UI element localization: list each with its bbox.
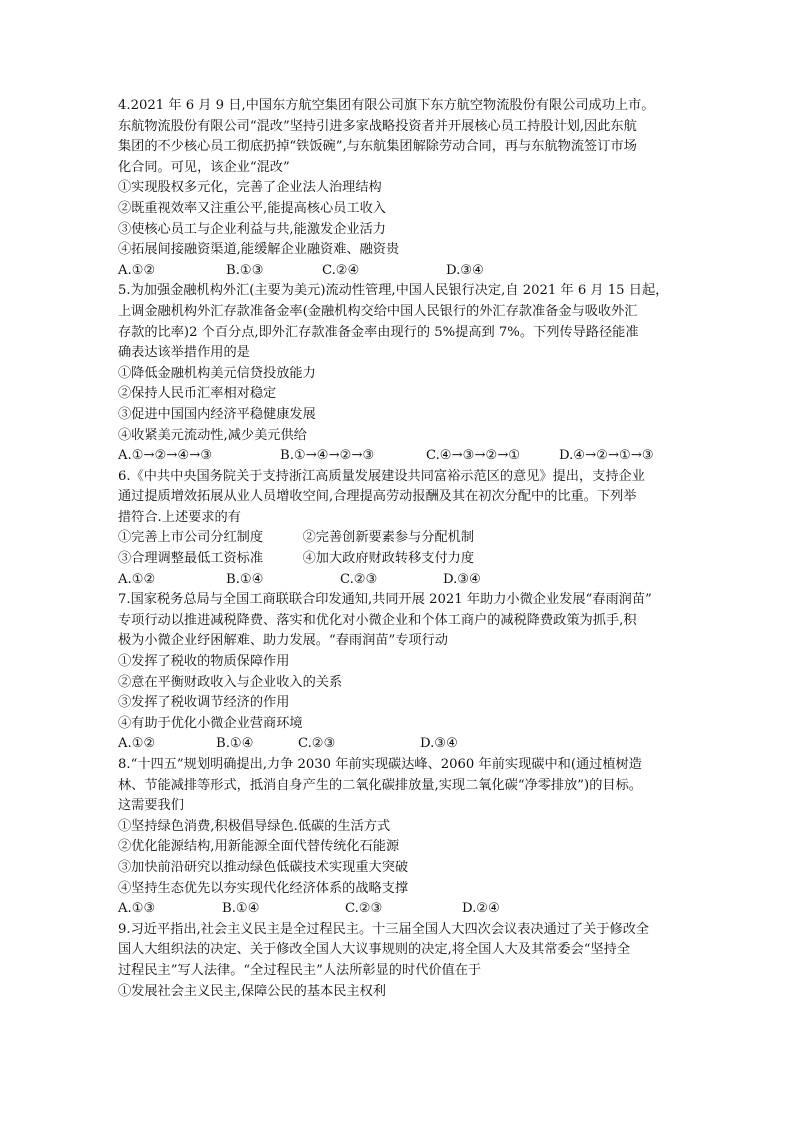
option-c[interactable]: C.④→③→②→①: [426, 448, 521, 464]
question-4-stem-line-4: 化合同。可见，该企业“混改”: [118, 159, 290, 175]
question-8-stem-line-2: 林、节能减排等形式，抵消自身产生的二氧化碳排放量,实现二氧化碳“净零排放”)的目标。: [118, 777, 642, 793]
question-5-stem-line-4: 确表达该举措作用的是: [118, 345, 250, 361]
question-7-statement-3: ③发挥了税收调节经济的作用: [118, 695, 290, 711]
option-b[interactable]: B.①③: [226, 262, 264, 278]
exam-page: [118, 96, 698, 1002]
question-7-stem-line-1: 7.国家税务总局与全国工商联联合印发通知,共同开展 2021 年助力小微企业发展“春雨润苗”: [118, 592, 652, 608]
question-8-stem-line-1: 8.“十四五”规划明确提出,力争 2030 年前实现碳达峰、2060 年前实现碳中和(通过植树造: [118, 757, 642, 772]
question-5-statement-2: ②保持人民币汇率相对稳定: [118, 386, 277, 402]
question-7-stem-line-3: 极为小微企业纾困解难、助力发展。“春雨润苗”专项行动: [118, 633, 448, 649]
option-b[interactable]: B.①④: [226, 571, 264, 587]
question-4: [118, 96, 698, 281]
question-5-stem-line-3: 存款的比率)2 个百分点,即外汇存款准备金率由现行的 5%提高到 7%。下列传导路径能准: [118, 324, 639, 340]
question-6: [118, 467, 698, 591]
option-b[interactable]: B.①→④→②→③: [280, 448, 375, 464]
option-a[interactable]: A.①→②→④→③: [118, 448, 213, 464]
question-4-stem-line-2: 东航物流股份有限公司“混改”坚持引进多家战略投资者并开展核心员工持股计划,因此东航: [118, 118, 637, 134]
question-4-stem-line-3: 集团的不少核心员工彻底扔掉“铁饭碗”,与东航集团解除劳动合同，再与东航物流签订市场: [118, 139, 637, 155]
question-7: [118, 590, 698, 755]
question-6-options: [118, 570, 698, 591]
question-8-statement-1: ①坚持绿色消费,积极倡导绿色.低碳的生活方式: [118, 818, 391, 834]
option-d[interactable]: D.③④: [420, 736, 458, 752]
question-4-stem-line-1: 4.2021 年 6 月 9 日,中国东方航空集团有限公司旗下东方航空物流股份有限公司成功上市。: [118, 98, 655, 113]
question-6-stem-line-2: 通过提质增效拓展从业人员增收空间,合理提高劳动报酬及其在初次分配中的比重。下列举: [118, 489, 637, 505]
question-4-statement-1: ①实现股权多元化，完善了企业法人治理结构: [118, 180, 382, 196]
option-c[interactable]: C.②③: [340, 571, 378, 587]
option-b[interactable]: B.①④: [222, 901, 260, 917]
option-c[interactable]: C.②③: [298, 736, 336, 752]
option-a[interactable]: A.①②: [118, 262, 156, 278]
question-6-stem-line-3: 措符合.上述要求的有: [118, 509, 241, 525]
option-a[interactable]: A.①③: [118, 901, 156, 917]
question-4-statement-4: ④拓展间接融资渠道,能缓解企业融资难、融资贵: [118, 242, 400, 258]
question-5-statement-1: ①降低金融机构美元信贷投放能力: [118, 365, 316, 381]
question-6-statements-3-4: ③合理调整最低工资标准 ④加大政府财政转移支付力度: [118, 551, 475, 567]
question-7-statement-2: ②意在平衡财政收入与企业收入的关系: [118, 674, 343, 690]
question-5: [118, 281, 698, 466]
question-9-stem-line-2: 国人大组织法的决定、关于修改全国人大议事规则的决定,将全国人大及其常委会“坚持全: [118, 942, 631, 958]
question-9-stem-line-1: 9.习近平指出,社会主义民主是全过程民主。十三届全国人大四次会议表决通过了关于修改全: [118, 921, 650, 937]
question-7-statement-4: ④有助于优化小微企业营商环境: [118, 715, 303, 731]
option-c[interactable]: C.②③: [345, 901, 383, 917]
question-9-stem-line-3: 过程民主”写人法律。“全过程民主”人法所彰显的时代价值在于: [118, 962, 482, 978]
question-7-stem-line-2: 专项行动以推进减税降费、落实和优化对小微企业和个体工商户的减税降费政策为抓手,积: [118, 612, 637, 628]
option-a[interactable]: A.①②: [118, 736, 156, 752]
question-5-stem-line-1: 5.为加强金融机构外汇(主要为美元)流动性管理,中国人民银行决定,自 2021 年 6 月 15 日起，: [118, 283, 669, 299]
question-8-statement-4: ④坚持生态优先以夯实现代化经济体系的战略支撑: [118, 880, 409, 896]
question-8: [118, 755, 698, 920]
question-4-statement-2: ②既重视效率又注重公平,能提高核心员工收入: [118, 200, 386, 216]
question-4-options: [118, 261, 698, 282]
question-8-statement-2: ②优化能源结构,用新能源全面代替传统化石能源: [118, 839, 400, 855]
question-5-stem-line-2: 上调金融机构外汇存款准备金率(金融机构交给中国人民银行的外汇存款准备金与吸收外汇: [118, 303, 638, 319]
question-6-statements-1-2: ①完善上市公司分红制度 ②完善创新要素参与分配机制: [118, 530, 475, 546]
question-8-stem-line-3: 这需要我们: [118, 798, 184, 814]
question-9: [118, 920, 698, 1002]
question-5-statement-3: ③促进中国国内经济平稳健康发展: [118, 406, 316, 422]
question-4-statement-3: ③使核心员工与企业利益与共,能激发企业活力: [118, 221, 386, 237]
option-c[interactable]: C.②④: [322, 262, 360, 278]
question-6-stem-line-1: 6.《中共中央国务院关于支持浙江高质量发展建设共同富裕示范区的意见》提出，支持企业: [118, 468, 645, 484]
option-d[interactable]: D.②④: [462, 901, 500, 917]
question-8-options: [118, 899, 698, 920]
question-8-statement-3: ③加快前沿研究以推动绿色低碳技术实现重大突破: [118, 859, 409, 875]
question-9-statement-1: ①发展社会主义民主,保障公民的基本民主权利: [118, 983, 386, 999]
option-d[interactable]: D.④→②→①→③: [559, 448, 654, 464]
question-5-options: [118, 446, 698, 467]
question-5-statement-4: ④收紧美元流动性,减少美元供给: [118, 427, 307, 443]
question-7-statement-1: ①发挥了税收的物质保障作用: [118, 654, 290, 670]
option-b[interactable]: B.①④: [216, 736, 254, 752]
question-7-options: [118, 734, 698, 755]
option-a[interactable]: A.①②: [118, 571, 156, 587]
option-d[interactable]: D.③④: [443, 571, 481, 587]
option-d[interactable]: D.③④: [446, 262, 484, 278]
